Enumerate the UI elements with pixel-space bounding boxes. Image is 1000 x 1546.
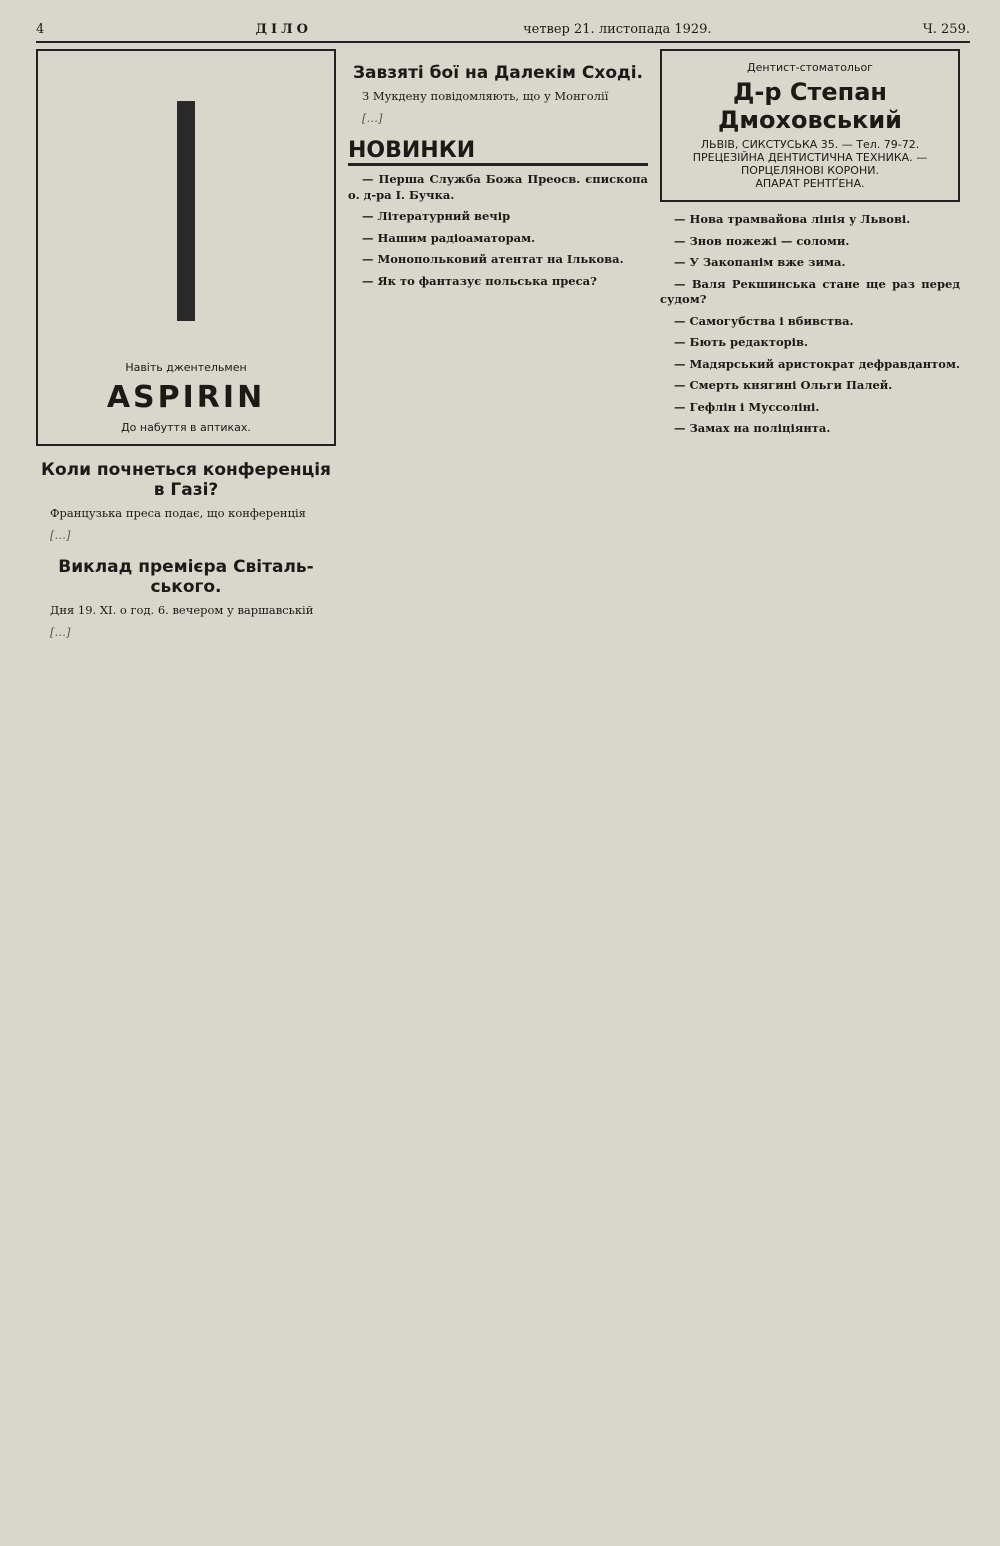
news-item: — Нова трамвайова лінія у Львові. xyxy=(674,212,911,226)
issue-date: четвер 21. листопада 1929. xyxy=(523,22,712,37)
omitted-marker: […] xyxy=(362,110,383,125)
column-right xyxy=(660,49,960,646)
aspirin-footer: До набуття в аптиках. xyxy=(121,421,251,434)
dentist-kicker: Дентист-стоматольог xyxy=(747,61,873,74)
news-item: — Літературний вечір xyxy=(362,209,511,224)
dentist-line: ПРЕЦЕЗІЙНА ДЕНТИСТИЧНА ТЕХНИКА. — ПОРЦЕЛЯНОВІ КОРОНИ. xyxy=(692,151,928,177)
article-headline: Виклад премієра Світаль-ського. xyxy=(58,557,314,598)
news-item: — Гефлін і Муссоліні. xyxy=(674,399,820,414)
newspaper-name: ДІЛО xyxy=(255,22,312,37)
news-item: — Монопольковий атентат на Ількова. xyxy=(362,252,624,267)
news-item: — Замах на поліціянта. xyxy=(674,421,831,436)
news-item: — Бють редакторів. xyxy=(674,335,809,350)
dentist-name: Д-р Степан Дмоховський xyxy=(718,78,902,134)
news-section-title: НОВИНКИ xyxy=(348,138,648,166)
gentleman-figure xyxy=(48,61,324,361)
article-headline: Коли почнеться конференція в Газі? xyxy=(41,460,331,500)
aspirin-headline: Навіть джентельмен xyxy=(125,361,247,374)
article-opening: Дня 19. XI. о год. 6. вечером у варшавській xyxy=(50,603,314,618)
article-opening: Французька преса подає, що конференція xyxy=(50,506,306,520)
news-item: — Смерть княгині Ольги Палей. xyxy=(674,378,893,393)
aspirin-brand: ASPIRIN xyxy=(106,380,266,415)
dentist-ad xyxy=(660,49,960,202)
article-headline: Завзяті бої на Далекім Сході. xyxy=(352,63,644,83)
column-middle xyxy=(348,49,648,646)
dentist-extra: АПАРАТ РЕНТҐЕНА. xyxy=(755,177,865,190)
article-opening: З Мукдену повідомляють, що у Монголії xyxy=(362,89,609,103)
news-item: — У Закопанім вже зима. xyxy=(674,255,846,270)
news-item: — Валя Рекшинська стане ще раз перед судом? xyxy=(660,276,960,307)
masthead xyxy=(36,22,970,43)
news-item: — Знов пожежі — соломи. xyxy=(674,233,850,248)
news-item: — Самогубства і вбивства. xyxy=(674,313,854,328)
column-left xyxy=(36,49,336,646)
issue-number: Ч. 259. xyxy=(922,22,970,37)
news-item: — Нашим радіоаматорам. xyxy=(362,230,536,245)
aspirin-ad xyxy=(36,49,336,446)
page-number: 4 xyxy=(36,22,45,37)
omitted-marker: […] xyxy=(50,624,71,639)
dentist-address: ЛЬВІВ, СИКСТУСЬКА 35. — Тел. 79-72. xyxy=(700,138,920,151)
news-item: — Мадярський аристократ дефравдантом. xyxy=(674,356,960,371)
news-item: — Як то фантазує польська преса? xyxy=(362,273,597,288)
omitted-marker: […] xyxy=(50,527,71,542)
news-item: — Перша Служба Божа Преосв. єпископа о. д-ра І. Бучка. xyxy=(348,172,648,202)
